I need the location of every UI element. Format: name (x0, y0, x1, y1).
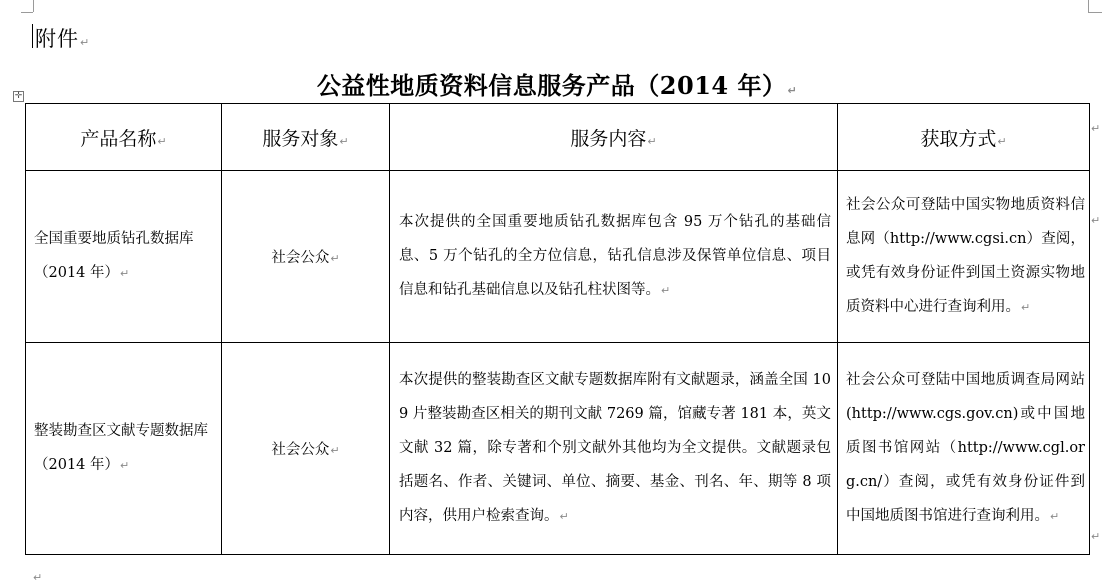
paragraph-mark-icon: ↵ (33, 571, 43, 584)
document-title (0, 66, 1114, 101)
crop-mark-top-left-vertical (33, 0, 34, 12)
cell-access[interactable]: 社会公众可登陆中国地质调查局网站(http://www.cgs.gov.cn)或中国地质图书馆网站（http://www.cgl.org.cn/）查阅，或凭有效身份证件到中国地质图书馆进行查询利用。↵ (838, 343, 1090, 555)
table-row (26, 171, 1090, 343)
row-end-mark-icon: ↵ (1091, 214, 1101, 227)
paragraph-mark-icon: ↵ (330, 444, 340, 457)
cell-access[interactable]: 社会公众可登陆中国实物地质资料信息网（http://www.cgsi.cn）查阅，或凭有效身份证件到国土资源实物地质资料中心进行查询利用。↵ (838, 171, 1090, 343)
text-cursor (32, 24, 33, 48)
paragraph-mark-icon: ↵ (997, 134, 1007, 148)
cell-product-name[interactable]: 全国重要地质钻孔数据库（2014 年）↵ (26, 171, 222, 343)
attachment-label-text: 附件 (35, 27, 79, 51)
paragraph-mark-icon: ↵ (120, 459, 130, 472)
table-header-row (26, 104, 1090, 171)
crop-mark-top-left-horizontal (21, 12, 33, 13)
row-end-mark-icon: ↵ (1091, 122, 1101, 135)
table-move-handle-icon[interactable]: ✛ (14, 91, 23, 101)
cell-content[interactable]: 本次提供的整装勘查区文献专题数据库附有文献题录，涵盖全国 109 片整装勘查区相关的期刊文献 7269 篇，馆藏专著 181 本，英文文献 32 篇，除专著和个别文献外其他均为全文提供。文献题录包括题名、作者、关键词、单位、摘要、基金、刊名、年、期等 8 项内容，供用户检索查询。↵ (390, 343, 838, 555)
paragraph-mark-icon: ↵ (559, 510, 569, 523)
crop-mark-top-right-horizontal (1088, 12, 1102, 13)
paragraph-mark-icon: ↵ (787, 84, 798, 97)
row-end-mark-icon: ↵ (1091, 530, 1101, 543)
paragraph-mark-icon: ↵ (339, 134, 349, 148)
attachment-label (35, 23, 90, 53)
header-service-content[interactable]: 服务内容↵ (390, 104, 838, 171)
paragraph-mark-icon: ↵ (1050, 510, 1060, 523)
paragraph-mark-icon: ↵ (330, 252, 340, 265)
paragraph-mark-icon: ↵ (661, 284, 671, 297)
cell-audience[interactable]: 社会公众↵ (222, 343, 390, 555)
cell-content[interactable]: 本次提供的全国重要地质钻孔数据库包含 95 万个钻孔的基础信息、5 万个钻孔的全方位信息，钻孔信息涉及保管单位信息、项目信息和钻孔基础信息以及钻孔柱状图等。↵ (390, 171, 838, 343)
document-title-text: 公益性地质资料信息服务产品（2014 年） (316, 71, 787, 100)
table-row (26, 343, 1090, 555)
product-table (25, 103, 1090, 555)
paragraph-mark-icon: ↵ (1021, 301, 1031, 314)
cell-product-name[interactable]: 整装勘查区文献专题数据库（2014 年）↵ (26, 343, 222, 555)
paragraph-mark-icon: ↵ (80, 36, 91, 49)
paragraph-mark-icon: ↵ (120, 267, 130, 280)
paragraph-mark-icon: ↵ (157, 134, 167, 148)
cell-audience[interactable]: 社会公众↵ (222, 171, 390, 343)
header-service-audience[interactable]: 服务对象↵ (222, 104, 390, 171)
header-access-method[interactable]: 获取方式↵ (838, 104, 1090, 171)
header-product-name[interactable]: 产品名称↵ (26, 104, 222, 171)
crop-mark-top-right-vertical (1088, 0, 1089, 12)
paragraph-mark-icon: ↵ (647, 134, 657, 148)
